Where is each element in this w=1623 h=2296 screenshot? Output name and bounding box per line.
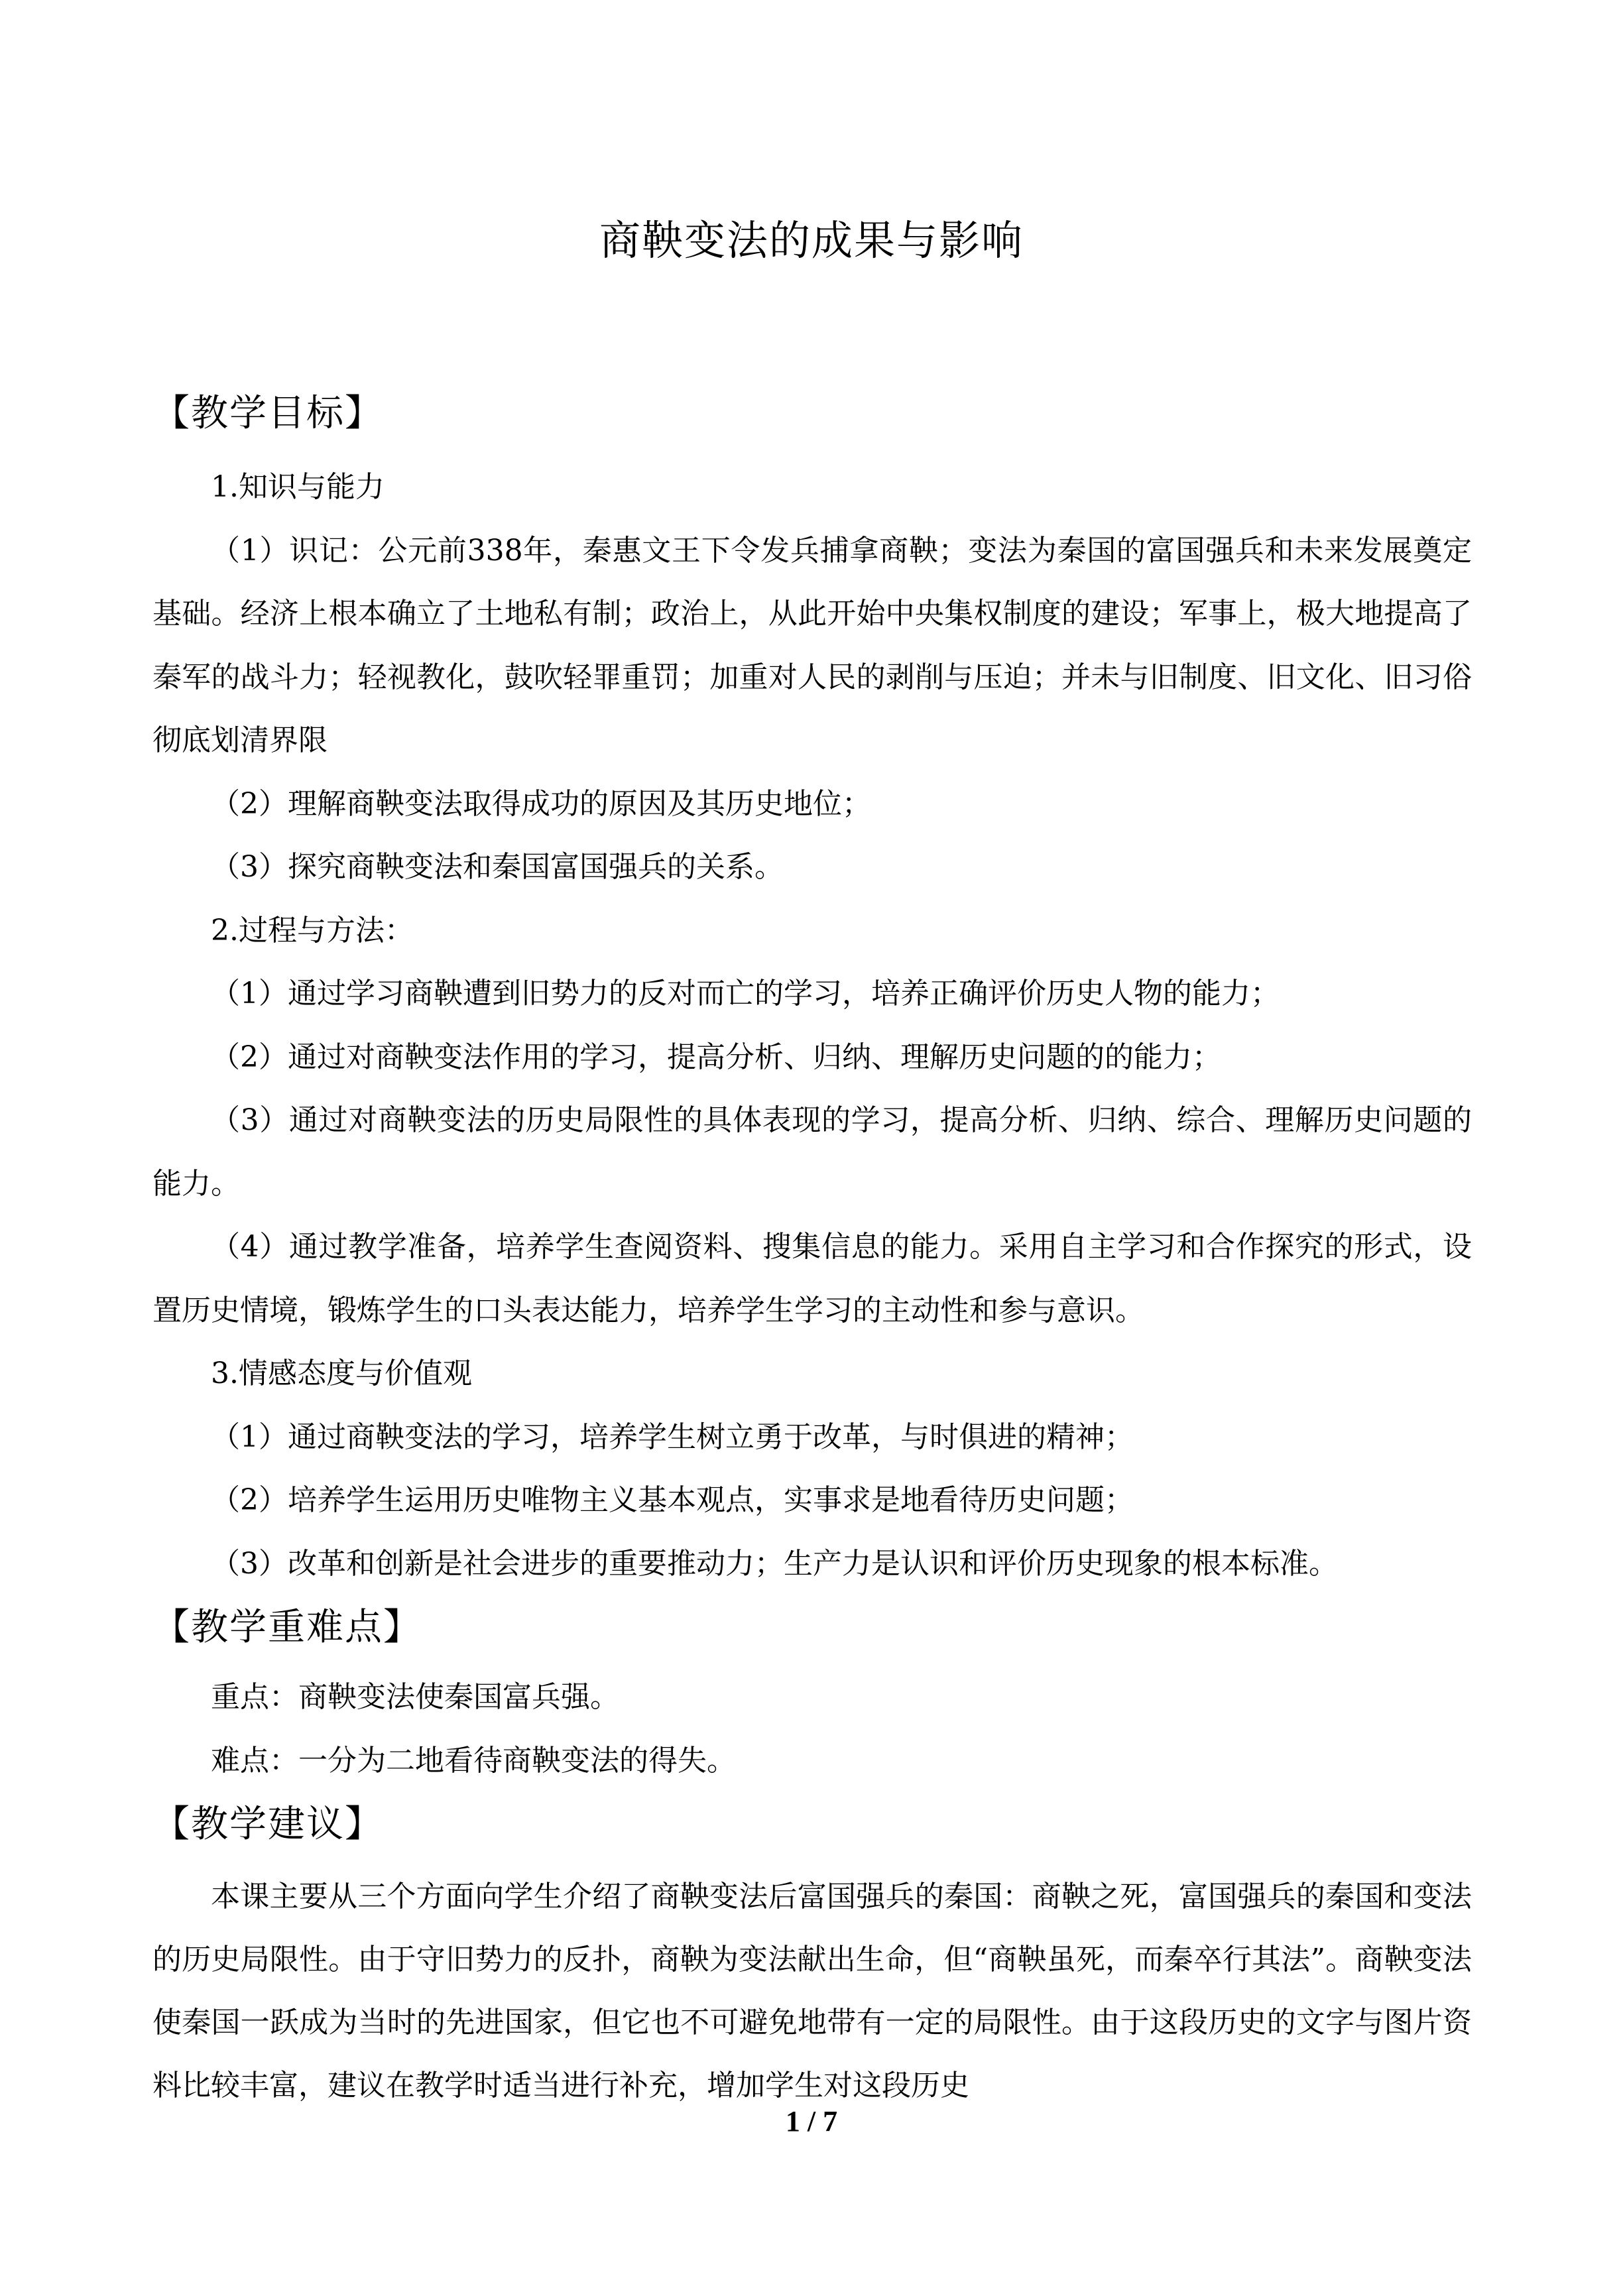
objective-item: （2）培养学生运用历史唯物主义基本观点，实事求是地看待历史问题； <box>211 1483 1134 1517</box>
objective-item: 2.过程与方法： <box>211 913 414 947</box>
objective-item: （4）通过教学准备，培养学生查阅资料、搜集信息的能力。采用自主学习和合作探究的形式，设置历史情境，锻炼学生的口头表达能力，培养学生学习的主动性和参与意识。 <box>152 1230 1472 1327</box>
objective-item: （1）识记：公元前338年，秦惠文王下令发兵捕拿商鞅；变法为秦国的富国强兵和未来发展奠定基础。经济上根本确立了土地私有制；政治上，从此开始中央集权制度的建设；军事上，极大地提高了秦军的战斗力；轻视教化，鼓吹轻罪重罚；加重对人民的剥削与压迫；并未与旧制度、旧文化、旧习俗彻底划清界限 <box>152 533 1472 757</box>
objective-item: （3）改革和创新是社会进步的重要推动力；生产力是认识和评价历史现象的根本标准。 <box>211 1546 1338 1581</box>
suggestion-paragraph: 本课主要从三个方面向学生介绍了商鞅变法后富国强兵的秦国：商鞅之死，富国强兵的秦国和变法的历史局限性。由于守旧势力的反扑，商鞅为变法献出生命，但“商鞅虽死，而秦卒行其法”。商鞅变法使秦国一跃成为当时的先进国家，但它也不可避免地带有一定的局限性。由于这段历史的文字与图片资料比较丰富，建议在教学时适当进行补充，增加学生对这段历史 <box>152 1880 1472 2102</box>
page-number: 1 / 7 <box>785 2105 838 2138</box>
section-heading-objectives: 【教学目标】 <box>152 392 383 435</box>
objective-item: （1）通过学习商鞅遭到旧势力的反对而亡的学习，培养正确评价历史人物的能力； <box>211 977 1280 1010</box>
key-point-item: 重点：商鞅变法使秦国富兵强。 <box>211 1680 619 1714</box>
objective-item: （2）通过对商鞅变法作用的学习，提高分析、归纳、理解历史问题的的能力； <box>211 1040 1221 1074</box>
objective-item: （3）探究商鞅变法和秦国富国强兵的关系。 <box>211 850 784 884</box>
section-heading-suggestions: 【教学建议】 <box>152 1803 383 1846</box>
section-heading-key-points: 【教学重难点】 <box>152 1606 422 1649</box>
document-title: 商鞅变法的成果与影响 <box>599 216 1024 265</box>
difficulty-item: 难点：一分为二地看待商鞅变法的得失。 <box>211 1743 736 1778</box>
objective-item: （1）通过商鞅变法的学习，培养学生树立勇于改革，与时俱进的精神； <box>211 1420 1134 1454</box>
objective-item: 3.情感态度与价值观 <box>211 1357 472 1390</box>
objective-item: （3）通过对商鞅变法的历史局限性的具体表现的学习，提高分析、归纳、综合、理解历史问题的能力。 <box>152 1103 1472 1201</box>
objective-item: 1.知识与能力 <box>211 470 385 504</box>
objective-item: （2）理解商鞅变法取得成功的原因及其历史地位； <box>211 786 871 821</box>
document-body <box>152 381 1472 2117</box>
